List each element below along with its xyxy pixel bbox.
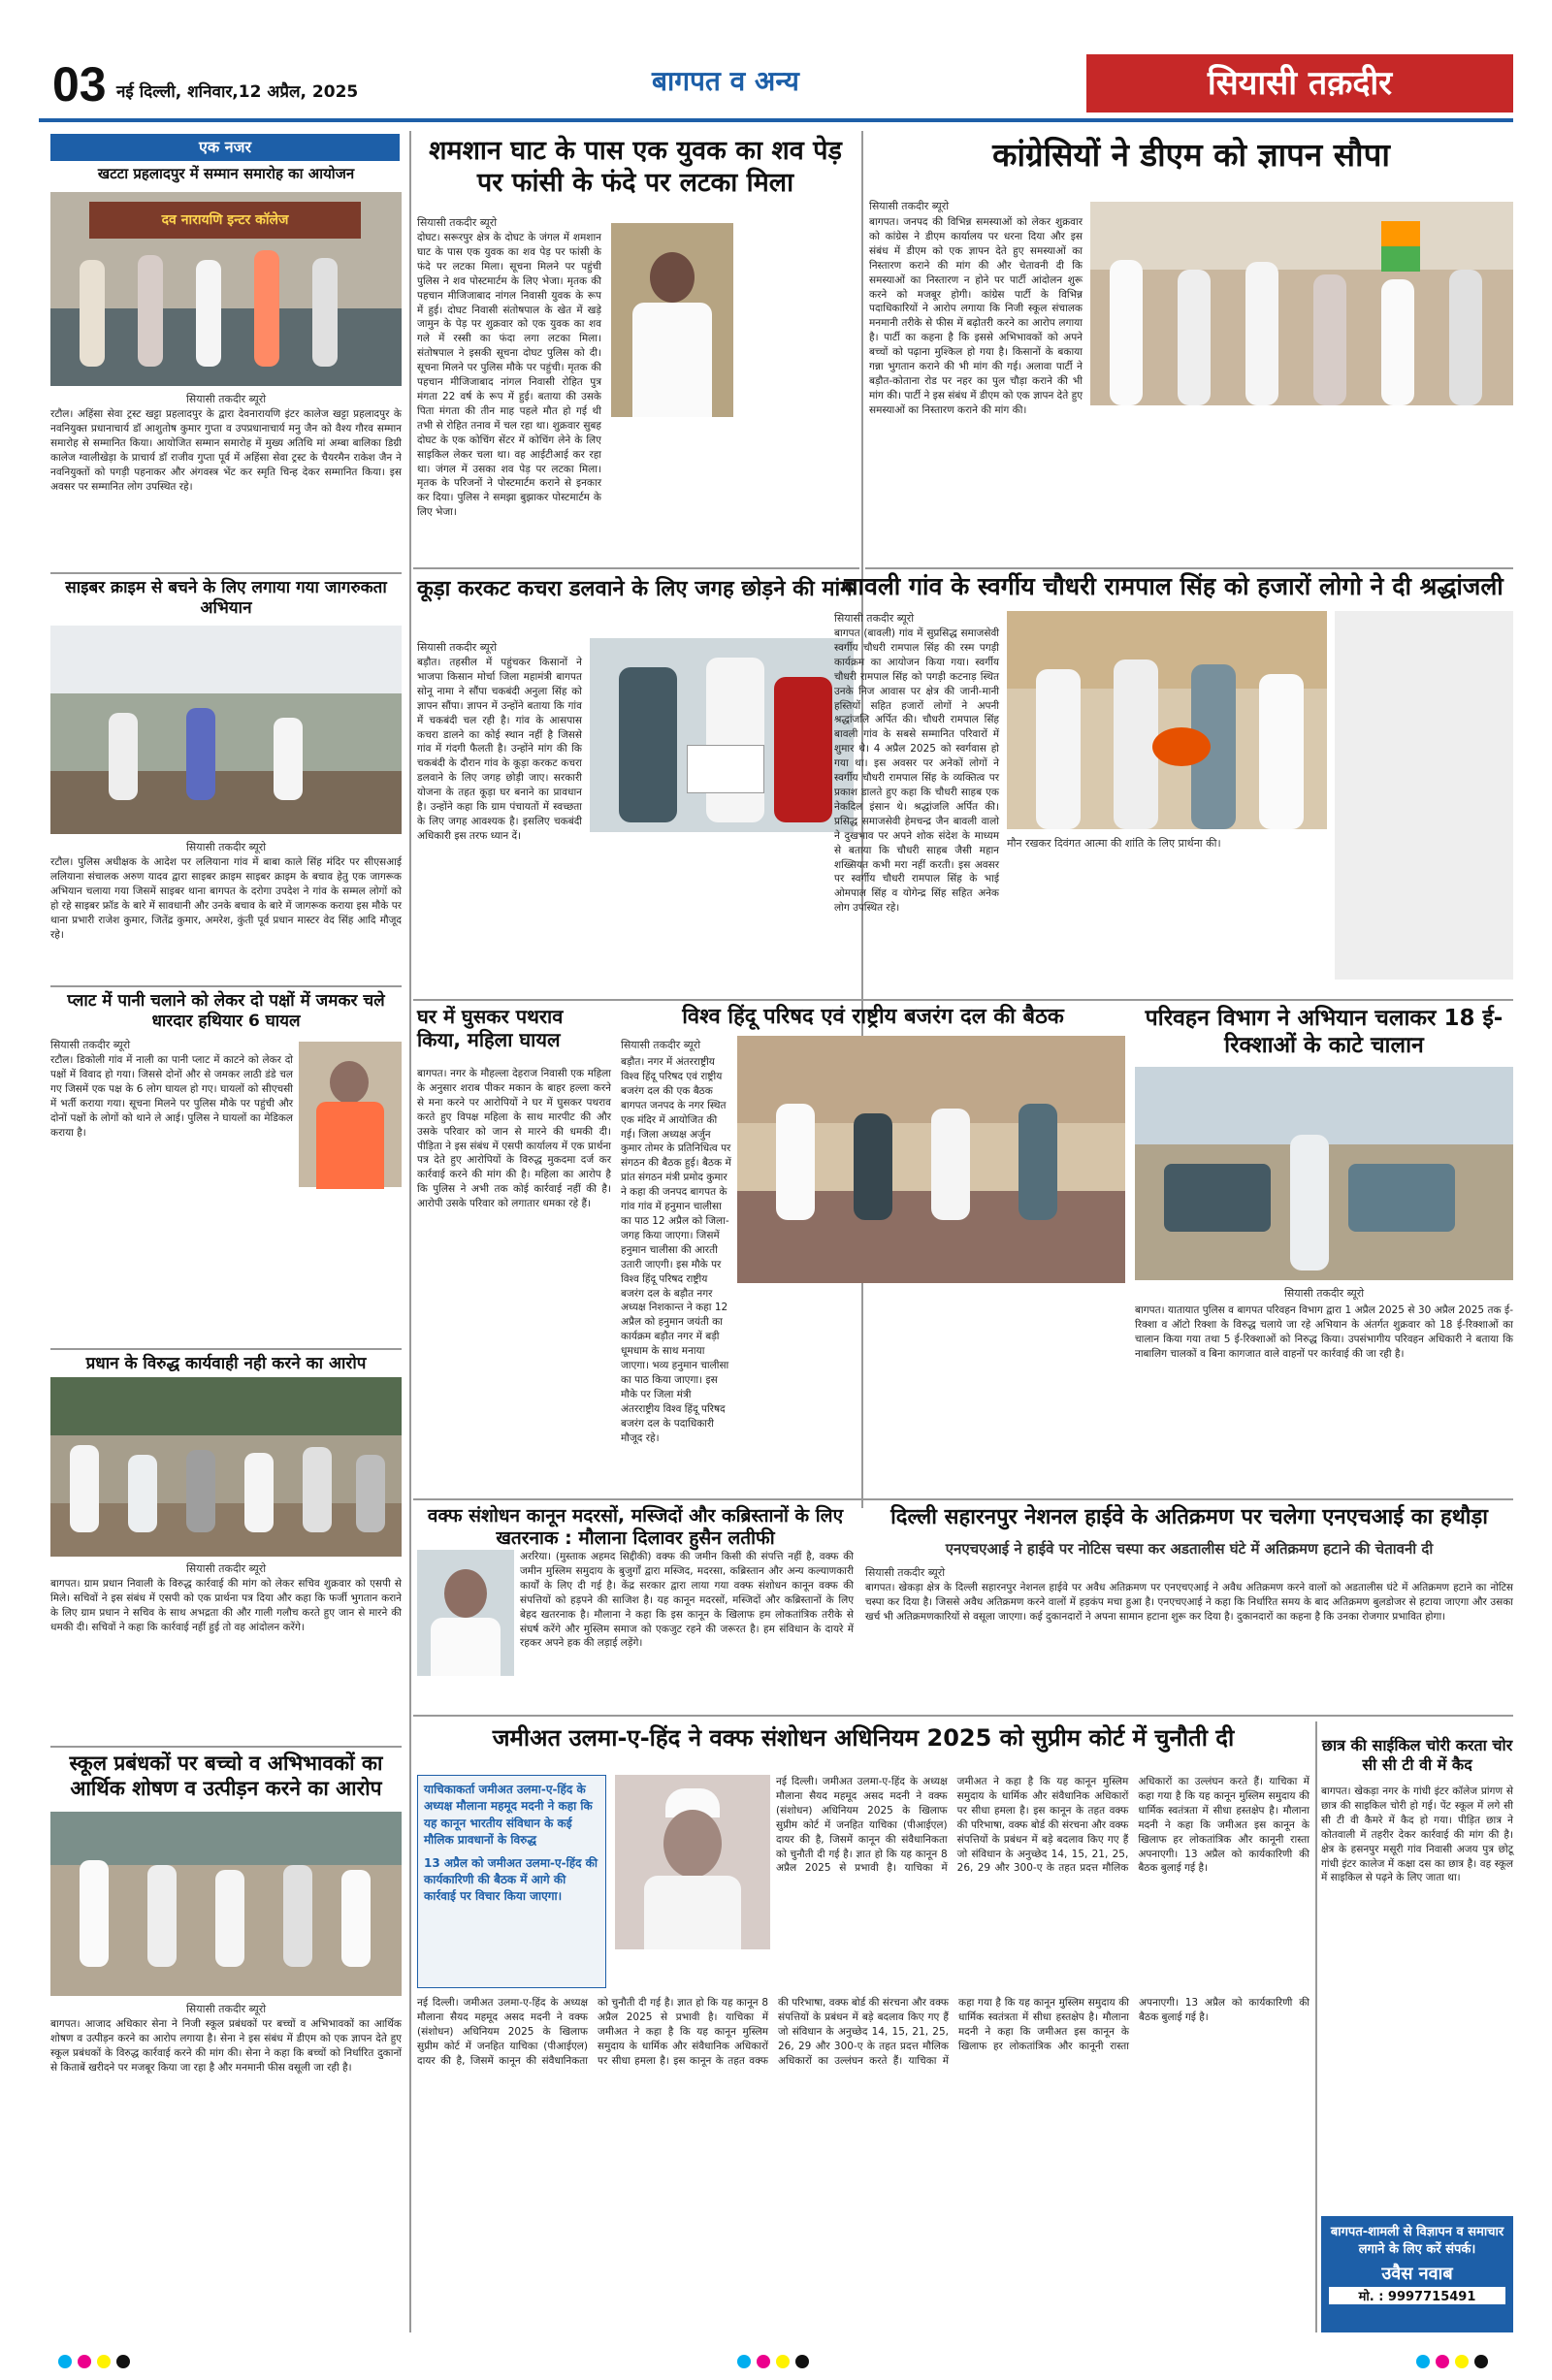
ad-text: बागपत-शामली से विज्ञापन व समाचार लगाने के लिए करें संपर्क।: [1330, 2225, 1504, 2257]
row-rule: [413, 999, 1513, 1001]
row-rule: [413, 1715, 1513, 1717]
ad-name: उवैस नवाब: [1381, 2264, 1453, 2285]
pradhan-photo: [50, 1377, 402, 1557]
jamiat-highlights: [417, 1775, 606, 1988]
vhp-credit: सियासी तकदीर ब्यूरो: [621, 1039, 701, 1051]
issue-date: नई दिल्ली, शनिवार,12 अप्रैल, 2025: [116, 82, 359, 102]
column-rule: [409, 131, 411, 2332]
bawali-headline: बावली गांव के स्वर्गीय चौधरी रामपाल सिंह को हजारों लोगो ने दी श्रद्धांजली: [844, 572, 1504, 600]
plot-body: रटौल। डिकोली गांव में नाली का पानी प्लाट में काटने को लेकर दो पक्षों में विवाद हो गया। जिससे दोनों और से जमकर लाठी डंडे चल गए जिसमें एक पक्ष के 6 लोग घायल हो गए। घायलों को सीएचसी में भर्ती कराया गया। सूचना मिलने पर पुलिस मौके पर पहुंची और दोनों पक्षों के लोगों को थाने ले आई। पुलिस ने घायलों का मेडिकल कराया है।: [50, 1054, 293, 1139]
reg-dot-black: [116, 2355, 130, 2368]
pradhan-body: बागपत। ग्राम प्रधान निवाली के विरुद्ध कार्रवाई की मांग को लेकर सचिव शुक्रवार को एसपी से मिले। सचिवों ने इस संबंध में एसपी को एक प्रार्थना पत्र दिया और कहा कि फर्जी भुगतान कराने के लिए ग्राम प्रधान ने सचिव के साथ अभद्रता की और गाली गलौच करते हुए जान से मारने की धमकी दी। सचिवों ने कहा कि कार्रवाई नहीं हुई तो वह आंदोलन करेंगे।: [50, 1578, 402, 1633]
row-rule: [865, 567, 1513, 569]
school-body: बागपत। आजाद अधिकार सेना ने निजी स्कूल प्रबंधकों पर बच्चों व अभिभावकों का आर्थिक शोषण व उत्पीड़न करने का आरोप लगाया है। सेना ने इस संबंध में डीएम को एक ज्ञापन देते हुए स्कूल प्रबंधकों के विरुद्ध कार्रवाई करने की मांग की। सेना ने कहा कि बच्चों को निर्धारित दुकानों से किताबें खरीदने पर मजबूर किया जा रहा है और मनमानी फीस वसूली जा रही है।: [50, 2018, 402, 2074]
reg-dot-cyan: [737, 2355, 751, 2368]
school-credit: सियासी तकदीर ब्यूरो: [185, 2003, 267, 2015]
kooda-headline: कूड़ा करकट कचरा डलवाने के लिए जगह छोड़ने की मांग: [417, 577, 853, 601]
row-rule: [413, 1498, 1513, 1500]
injured-man-photo: [299, 1042, 402, 1187]
newspaper-brand: सियासी तक़दीर: [1086, 54, 1513, 113]
header-rule: [39, 118, 1513, 122]
vhp-headline: विश्व हिंदू परिषद एवं राष्ट्रीय बजरंग दल की बैठक: [682, 1005, 1064, 1029]
reg-dot-black: [795, 2355, 809, 2368]
school-photo: [50, 1812, 402, 1996]
maulana-madani-photo: [615, 1775, 770, 1949]
maulana-latifi-photo: [417, 1550, 514, 1676]
ghar-body: बागपत। नगर के मौहल्ला देहराज निवासी एक महिला के अनुसार शराब पीकर मकान के बाहर हल्ला करने से मना करने पर आरोपियों ने घर में घुसकर पथराव करते हुए विपक्ष महिला के साथ मारपीट की और उसके परिवार को जान से मारने की धमकी दी। पीड़िता ने इस संबंध में एसपी कार्यालय में एक प्रार्थना पत्र देते हुए आरोपियों के विरुद्ध मुकदमा दर्ज कर कार्रवाई करने की मांग की है। महिला का आरोप है कि पुलिस ने अभी तक कोई कार्रवाई नहीं की है। आरोपी उसके परिवार को लगातार धमका रहे हैं।: [417, 1068, 611, 1210]
row-rule: [50, 985, 402, 987]
reg-dot-yellow: [1455, 2355, 1469, 2368]
reg-dot-black: [1474, 2355, 1488, 2368]
highway-subhead: एनएचएआई ने हाईवे पर नोटिस चस्पा कर अडतालीस घंटे में अतिक्रमण हटाने की चेतावनी दी: [945, 1540, 1434, 1558]
jamiat-bullet-1: याचिकाकर्ता जमीअत उलमा-ए-हिंद के अध्यक्ष मौलाना महमूद मदनी ने कहा कि यह कानून भारतीय संविधान के कई मौलिक प्रावधानों के विरुद्ध: [424, 1783, 593, 1848]
print-registration-marks: [0, 2345, 1552, 2380]
vhp-meeting-photo: [737, 1036, 1125, 1283]
bawali-body: बागपत (बावली) गांव में सुप्रसिद्ध समाजसेवी स्वर्गीय चौधरी रामपाल सिंह की रस्म पगड़ी कार्यक्रम का आयोजन किया गया। स्वर्गीय चौधरी रामपाल सिंह को पगड़ी कटनाड़ स्थित उनके निज आवास पर क्षेत्र की जानी-मानी हस्तियों सहित हजारों लोगों ने अपनी श्रद्धांजलि अर्पित की। चौधरी रामपाल सिंह बावली गांव के सबसे सम्मानित परिवारों में शुमार थे। 4 अप्रैल 2025 को स्वर्गवास हो गया था। इस अवसर पर अनेकों लोगों ने स्वर्गीय चौधरी रामपाल सिंह के व्यक्तित्व पर प्रकाश डालते हुए कहा कि चौधरी साहब एक नेकदिल इंसान थे। श्रद्धांजलि अर्पित की। प्रसिद्ध समाजसेवी हेमचन्द्र जैन बावली वालो ने दुखभाव पर अपने शोक संदेश के माध्यम से बताया कि चौधरी साहब जैसी महान शख्सियत कभी मरा नहीं करती। इस अवसर पर स्वर्गीय चौधरी रामपाल सिंह के भाई ओमपाल सिंह व योगेन्द्र सिंह सहित अनेक लोग उपस्थित रहे।: [834, 627, 999, 915]
row-rule: [413, 567, 859, 569]
ad-phone: मो. : 9997715491: [1329, 2287, 1505, 2304]
ek-nazar-label: एक नजर: [50, 134, 400, 161]
reg-dot-magenta: [78, 2355, 91, 2368]
reg-dot-yellow: [97, 2355, 111, 2368]
section-title: बागपत व अन्य: [652, 65, 799, 97]
shamshan-credit: सियासी तकदीर ब्यूरो: [417, 216, 498, 229]
congress-headline: कांग्रेसियों ने डीएम को ज्ञापन सौपा: [992, 136, 1390, 174]
cyber-headline: साइबर क्राइम से बचने के लिए लगाया गया जागरुकता अभियान: [65, 578, 387, 618]
waqf-headline: वक्फ संशोधन कानून मदरसों, मस्जिदों और कब्रिस्तानों के लिए खतरनाक : मौलाना दिलावर हुसैन लतीफी: [427, 1505, 844, 1550]
kooda-body: बड़ौत। तहसील में पहुंचकर किसानों ने भाजपा किसान मोर्चा जिला महामंत्री बागपत सोनू नामा ने सौंपा चकबंदी अनुला सिंह को ज्ञापन सौंपा। ज्ञापन में उन्होंने बताया कि गांव में चकबंदी चल रही है। गांव के आसपास कचरा डालने का कोई स्थान नहीं है जिससे गांव में गंदगी फैलती है। उन्होंने मांग की कि चकबंदी के दौरान गांव के कूड़ा करकट कचरा डलवाने के लिए जगह छोड़ी जाए। सरकारी योजना के तहत कूड़ा घर बनाने का प्रावधान है। उन्होंने कहा कि ग्राम पंचायतों में स्वच्छता के लिए जगह आवश्यक है। इसलिए चकबंदी अधिकारी इस तरफ ध्यान दें।: [417, 657, 582, 842]
reg-dot-cyan: [1416, 2355, 1430, 2368]
ek-nazar-headline: खटटा प्रहलादपुर में सम्मान समारोह का आयोजन: [97, 165, 355, 182]
kooda-credit: सियासी तकदीर ब्यूरो: [417, 641, 498, 654]
cyber-credit: सियासी तकदीर ब्यूरो: [185, 841, 267, 853]
vhp-body-cont: [621, 1290, 1125, 1489]
page-number: 03: [52, 57, 107, 112]
congress-protest-photo: [1090, 202, 1513, 405]
reg-dot-magenta: [757, 2355, 770, 2368]
ghar-headline: घर में घुसकर पथराव किया, महिला घायल: [417, 1005, 564, 1052]
row-rule: [50, 1746, 402, 1748]
ek-nazar-body: रटौल। अहिंसा सेवा ट्रस्ट खट्टा प्रहलादपुर के द्वारा देवनारायणि इंटर कालेज खट्टा प्रहलादपुर के नवनियुक्त प्रधानाचार्य डॉ आशुतोष कुमार गुप्ता व उपप्रधानाचार्य मनु जैन को वैश्य गौरव सम्मान समारोह से सम्मानित किया। आयोजित सम्मान समारोह में मुख्य अतिथि मां अम्बा बालिका डिग्री कालेज ग्वालीखेड़ा के प्राचार्य डॉ राजीव गुप्ता पूर्व में अहिंसा सेवा ट्रस्ट के चैयरमैन राकेश जैन ने नवनियुक्तों को पगड़ी पहनाकर और अंगवस्त्र भेंट कर स्मृति चिन्ह देकर सम्मानित किया। इस अवसर पर सम्मानित लोग उपस्थित रहे।: [50, 408, 403, 493]
ceremony-photo: [50, 192, 402, 386]
congress-credit: सियासी तकदीर ब्यूरो: [869, 200, 950, 212]
jamiat-body: नई दिल्ली। जमीअत उलमा-ए-हिंद के अध्यक्ष मौलाना सैयद महमूद असद मदनी ने वक्फ (संशोधन) अधिनियम 2025 के खिलाफ सुप्रीम कोर्ट में जनहित याचिका (पीआईएल) दायर की है, जिसमें कानून की संवैधानिकता को चुनौती दी गई है। ज्ञात हो कि यह कानून 8 अप्रैल 2025 से प्रभावी है। याचिका में जमीअत ने कहा है कि यह कानून मुस्लिम समुदाय के धार्मिक और संवैधानिक अधिकारों पर सीधा हमला है। इस कानून के तहत वक्फ की परिभाषा, वक्फ बोर्ड की संरचना और वक्फ संपत्तियों के प्रबंधन में बड़े बदलाव किए गए हैं जो संविधान के अनुच्छेद 14, 15, 21, 25, 26, 29 और 300-ए के तहत प्रदत्त मौलिक अधिकारों का उल्लंघन करते हैं। याचिका में कहा गया है कि यह कानून मुस्लिम समुदाय की धार्मिक स्वतंत्रता में सीधा हस्तक्षेप है। मौलाना मदनी ने कहा कि जमीअत इस कानून के खिलाफ हर लोकतांत्रिक और कानूनी रास्ता अपनाएगी। 13 अप्रैल को कार्यकारिणी की बैठक बुलाई गई है।: [417, 1997, 1310, 2067]
memorandum-photo: [590, 638, 854, 832]
cycle-headline: छात्र की साईकिल चोरी करता चोर सी सी टी वी में कैद: [1321, 1736, 1513, 1774]
plot-headline: प्लाट में पानी चलाने को लेकर दो पक्षों में जमकर चले धारदार हथियार 6 घायल: [67, 991, 385, 1031]
advertisement-box: [1321, 2216, 1513, 2332]
tribute-photo: [1007, 611, 1327, 829]
school-headline: स्कूल प्रबंधकों पर बच्चो व अभिभावकों का आर्थिक शोषण व उत्पीड़न करने का आरोप: [69, 1752, 383, 1800]
plot-credit: सियासी तकदीर ब्यूरो: [50, 1039, 131, 1051]
bawali-column-2: [1335, 611, 1513, 980]
pradhan-credit: सियासी तकदीर ब्यूरो: [185, 1562, 267, 1575]
e-rickshaw-photo: [1135, 1067, 1513, 1280]
parivahan-headline: परिवहन विभाग ने अभियान चलाकर 18 ई- रिक्शाओं के काटे चालान: [1145, 1006, 1504, 1059]
highway-headline: दिल्ली सहारनपुर नेशनल हाईवे के अतिक्रमण पर चलेगा एनएचआई का हथौड़ा: [890, 1505, 1488, 1529]
jamiat-body-top: नई दिल्ली। जमीअत उलमा-ए-हिंद के अध्यक्ष मौलाना सैयद महमूद असद मदनी ने वक्फ (संशोधन) अधिनियम 2025 के खिलाफ सुप्रीम कोर्ट में जनहित याचिका (पीआईएल) दायर की है, जिसमें कानून की संवैधानिकता को चुनौती दी गई है। ज्ञात हो कि यह कानून 8 अप्रैल 2025 से प्रभावी है। याचिका में जमीअत ने कहा है कि यह कानून मुस्लिम समुदाय के धार्मिक और संवैधानिक अधिकारों पर सीधा हमला है। इस कानून के तहत वक्फ की परिभाषा, वक्फ बोर्ड की संरचना और वक्फ संपत्तियों के प्रबंधन में बड़े बदलाव किए गए हैं जो संविधान के अनुच्छेद 14, 15, 21, 25, 26, 29 और 300-ए के तहत प्रदत्त मौलिक अधिकारों का उल्लंघन करते हैं। याचिका में कहा गया है कि यह कानून मुस्लिम समुदाय की धार्मिक स्वतंत्रता में सीधा हस्तक्षेप है। मौलाना मदनी ने कहा कि जमीअत इस कानून के खिलाफ हर लोकतांत्रिक और कानूनी रास्ता अपनाएगी। 13 अप्रैल को कार्यकारिणी की बैठक बुलाई गई है।: [776, 1776, 1310, 1875]
bawali-credit: सियासी तकदीर ब्यूरो: [834, 612, 915, 625]
vhp-body: बड़ौत। नगर में अंतरराष्ट्रीय विश्व हिंदू परिषद एवं राष्ट्रीय बजरंग दल की एक बैठक बागपत जनपद के नगर स्थित एक मंदिर में आयोजित की गई। जिला अध्यक्ष अर्जुन कुमार तोमर के प्रतिनिधित्व पर संगठन की बैठक हुई। बैठक में प्रांत संगठन मंत्री प्रमोद कुमार ने कहा की जनपद बागपत के गांव गांव में हनुमान चालीसा का पाठ 12 अप्रैल को जिला-जगह किया जाएगा। जिसमें हनुमान चालीसा की आरती उतारी जाएगी। इस मौके पर विश्व हिंदू परिषद राष्ट्रीय बजरंग दल के बड़ौत नगर अध्यक्ष निशकान्त ने कहा 12 अप्रैल को हनुमान जयंती का कार्यक्रम बड़ौत नगर में बड़ी धूमधाम के साथ मनाया जाएगा। भव्य हनुमान चालीसा का पाठ किया जाएगा। इस मौके पर जिला मंत्री अंतरराष्ट्रीय विश्व हिंदू परिषद बजरंग दल के पदाधिकारी मौजूद रहे।: [621, 1056, 731, 1444]
shamshan-body: दोघट। सरूरपुर क्षेत्र के दोघट के जंगल में शमशान घाट के पास एक युवक का शव पेड़ पर फांसी के फंदे पर लटका मिला। सूचना मिलने पर पहुंची पुलिस ने शव पोस्टमार्टम के लिए भेजा। मृतक की पहचान मीजिजाबाद नांगल निवासी युवक के रूप में हुई। दोघट निवासी संतोषपाल के खेत में खड़े जामुन के पेड़ पर शुक्रवार को एक युवक का शव गले में रस्सी का फंदा लगा लटका मिला। संतोषपाल ने इसकी सूचना दोघट पुलिस को दी। सूचना मिलने पर पुलिस मौके पर पहुंची। मृतक की पहचान मीजिजाबाद नांगल निवासी रोहित पुत्र मंगता 22 वर्ष के रूप में हुई। बताया की उसके पिता मंगता की तीन माह पहले मौत हो गई थी तभी से रोहित तनाव में चल रहा था। शुक्रवार सुबह दोघट के एक कोचिंग सेंटर में कोचिंग लेने के लिए साइकिल लेकर चला था। वह आईटीआई कर रहा था। जंगल में उसका शव पेड़ पर लटका मिला। मृतक के परिजनों ने पोस्टमार्टम कराने से इनकार कर दिया। पुलिस ने समझा बुझाकर पोस्टमार्टम के लिए भेजा।: [417, 232, 601, 519]
deceased-youth-photo: [611, 223, 733, 417]
column-rule: [1315, 1721, 1317, 2332]
highway-body: बागपत। खेकड़ा क्षेत्र के दिल्ली सहारनपुर नेशनल हाईवे पर अवैध अतिक्रमण पर एनएचएआई ने अवैध अतिक्रमण करने वालों को अडतालीस घंटे में अतिक्रमण हटाने का नोटिस चस्पा कर दिया है। जिससे अवैध अतिक्रमण करने वालों में हड़कंप मचा हुआ है। एनएचएआई ने कहा कि निर्धारित समय के बाद अतिक्रमण बुलडोजर से हटाया जाएगा और उसका खर्च भी अतिक्रमणकारियों से वसूला जाएगा। कई दुकानदारों ने अपना सामान हटाना शुरू कर दिया है। दुकानदारों का कहना है कि उनका रोजगार प्रभावित होगा।: [865, 1582, 1513, 1623]
jamiat-headline: जमीअत उलमा-ए-हिंद ने वक्फ संशोधन अधिनियम 2025 को सुप्रीम कोर्ट में चुनौती दी: [492, 1724, 1235, 1752]
college-banner: दव नारायणि इन्टर कॉलेज: [89, 202, 361, 239]
parivahan-credit: सियासी तकदीर ब्यूरो: [1283, 1287, 1365, 1300]
reg-dot-cyan: [58, 2355, 72, 2368]
row-rule: [50, 1348, 402, 1350]
congress-body: बागपत। जनपद की विभिन्न समस्याओं को लेकर शुक्रवार को कांग्रेस ने डीएम कार्यालय पर धरना दिया और इस संबंध में डीएम को एक ज्ञापन देते हुए समस्याओं का निस्तारण कराने की मांग की और चेतावनी दी कि समस्याओं का निस्तारण न होने पर पार्टी आंदोलन शुरू करने को मजबूर होगी। कांग्रेस पार्टी के विभिन्न पदाधिकारियों ने आरोप लगाया कि निजी स्कूल संचालक मनमानी तरीके से फीस में बढ़ोतरी करने का आरोप लगाया है। पार्टी का कहना है कि इससे अभिभावकों को अपने बच्चों को पढ़ाना मुश्किल हो गया है। किसानों के बकाया गन्ना भुगतान कराने की भी मांग की गई। अलावा पार्टी ने बड़ौत-कोताना रोड पर नहर का पुल चौड़ा कराने की भी मांग की। पार्टी ने इस संबंध में डीएम को एक ज्ञापन देते हुए समस्याओं का निस्तारण कराने की मांग की।: [869, 216, 1083, 416]
reg-dot-yellow: [776, 2355, 790, 2368]
ek-nazar-credit: सियासी तकदीर ब्यूरो: [185, 393, 267, 405]
row-rule: [50, 572, 402, 574]
shamshan-headline: शमशान घाट के पास एक युवक का शव पेड़ पर फांसी के फंदे पर लटका मिला: [429, 136, 842, 198]
waqf-body: अररिया। (मुस्ताक अहमद सिद्दीकी) वक्फ की जमीन किसी की संपत्ति नहीं है, वक्फ की जमीन मुस्लिम समुदाय के बुजुर्गों द्वारा मस्जिद, मदरसा, कब्रिस्तान और अन्य कल्याणकारी कार्यों के लिए दी गई है। केंद्र सरकार द्वारा लाया गया वक्फ संशोधन कानून वक्फ की संपत्तियों को हड़पने की साजिश है। यह कानून मदरसों, मस्जिदों और कब्रिस्तानों के लिए बेहद खतरनाक है। मौलाना ने कहा कि इस कानून के खिलाफ हम लोकतांत्रिक तरीके से संघर्ष करेंगे और मुस्लिम समाज को एकजुट रहने की जरूरत है। हम संविधान के दायरे में रहकर अपने हक की लड़ाई लड़ेंगे।: [520, 1551, 854, 1650]
jamiat-bullet-2: 13 अप्रैल को जमीअत उलमा-ए-हिंद की कार्यकारिणी की बैठक में आगे की कार्रवाई पर विचार किया जाएगा।: [424, 1855, 598, 1904]
pradhan-headline: प्रधान के विरुद्ध कार्यवाही नही करने का आरोप: [85, 1354, 367, 1373]
reg-dot-magenta: [1436, 2355, 1449, 2368]
cycle-body: बागपत। खेकड़ा नगर के गांधी इंटर कॉलेज प्रांगण से छात्र की साइकिल चोरी हो गई। पेंट स्कूल में लगे सी सी टी वी कैमरे में कैद हो गया। पीड़ित छात्र ने कोतवाली में तहरीर देकर कार्रवाई की मांग की है। क्षेत्र के हसनपुर मसूरी गांव निवासी अजय पुत्र छोटू गांधी इंटर कालेज में कक्षा दस का छात्र है। वह स्कूल में साइकिल से पढ़ने के लिए जाता था।: [1321, 1785, 1513, 1884]
cyber-photo: [50, 626, 402, 834]
bawali-caption: मौन रखकर दिवंगत आत्मा की शांति के लिए प्रार्थना की।: [1007, 837, 1221, 850]
cyber-body: रटौल। पुलिस अधीक्षक के आदेश पर ललियाना गांव में बाबा काले सिंह मंदिर पर सीएसआई ललियाना संचालक अरुण यादव द्वारा साइबर क्राइम साइबर क्राइम के बचाव हेतु एक जागरूक अभियान चलाया गया जिसमें साइबर थाना बागपत के दरोगा उपदेश ने गांव के सम्मल लोगों को हो रहे साइबर फ्रॉड के बारे में सावधानी और उनके बचाव के बारे में जागरूक कराया इस मौके पर थाना प्रभारी राजेश कुमार, जितेंद्र कुमार, अमरेश, कुंती पूर्व प्रधान मास्टर वेद सिंह आदि मौजूद रहे।: [50, 856, 402, 941]
parivahan-body: बागपत। यातायात पुलिस व बागपत परिवहन विभाग द्वारा 1 अप्रैल 2025 से 30 अप्रैल 2025 तक ई-रिक्शा व ऑटो रिक्शा के विरुद्ध चलाये जा रहे अभियान के अंतर्गत शुक्रवार को 18 ई-रिक्शाओं का चालान किया गया तथा 5 ई-रिक्शाओं को निरुद्ध किया। उपसंभागीय परिवहन अधिकारी ने बताया कि नाबालिग चालकों व बिना कागजात वाले वाहनों पर कार्रवाई की जा रही है।: [1135, 1304, 1513, 1360]
highway-credit: सियासी तकदीर ब्यूरो: [865, 1566, 946, 1579]
